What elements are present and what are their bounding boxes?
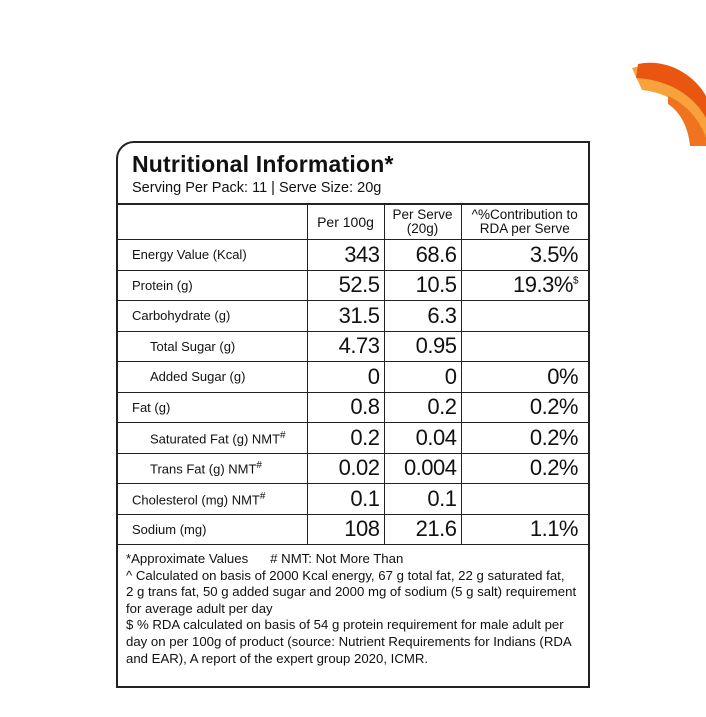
footnote-nmt: # NMT: Not More Than — [270, 551, 404, 566]
footnote-legend — [126, 551, 588, 568]
nutrient-label: Sodium (mg) — [118, 514, 307, 545]
value-per-100g: 0.8 — [307, 392, 384, 423]
table-row — [118, 270, 588, 301]
value-per-serve: 0.004 — [384, 453, 461, 484]
table-row — [118, 331, 588, 362]
value-per-100g: 52.5 — [307, 270, 384, 301]
value-per-100g: 0.1 — [307, 484, 384, 515]
table-row — [118, 484, 588, 515]
value-per-100g: 31.5 — [307, 301, 384, 332]
nutrition-panel — [116, 141, 590, 688]
header-per-100g: Per 100g — [307, 205, 384, 240]
table-row — [118, 362, 588, 393]
footnotes — [118, 545, 588, 667]
footnote-line: for average adult per day — [126, 600, 273, 616]
nutrient-label — [118, 484, 307, 515]
value-rda: 0% — [461, 362, 588, 393]
nutrient-label-text: Trans Fat (g) NMT — [150, 461, 257, 477]
header-per-serve — [384, 205, 461, 240]
value-rda: 0.2% — [461, 423, 588, 454]
nutrient-label-text: Cholesterol (mg) NMT — [132, 491, 260, 507]
nutrient-label: Carbohydrate (g) — [118, 301, 307, 332]
serving-info: Serving Per Pack: 11 | Serve Size: 20g — [132, 180, 382, 196]
panel-title: Nutritional Information* — [132, 151, 394, 177]
table-row — [118, 423, 588, 454]
value-rda — [461, 331, 588, 362]
value-per-serve: 6.3 — [384, 301, 461, 332]
value-per-serve: 0 — [384, 362, 461, 393]
table-header-row — [118, 205, 588, 240]
nutrient-label: Energy Value (Kcal) — [118, 240, 307, 271]
footnote-approx: *Approximate Values — [126, 551, 249, 566]
value-per-serve: 0.2 — [384, 392, 461, 423]
value-rda — [461, 301, 588, 332]
nutrient-label: Added Sugar (g) — [118, 362, 307, 393]
table-row — [118, 240, 588, 271]
value-per-serve: 10.5 — [384, 270, 461, 301]
value-per-100g: 4.73 — [307, 331, 384, 362]
header-nutrient-blank — [118, 205, 307, 240]
nutrition-table — [118, 205, 588, 545]
value-per-100g: 0.2 — [307, 423, 384, 454]
dollar-footnote-mark: $ — [572, 275, 578, 287]
value-per-serve: 21.6 — [384, 514, 461, 545]
brand-swoosh-graphic — [628, 56, 706, 146]
hash-footnote-mark: # — [280, 429, 286, 441]
nutrient-label — [118, 423, 307, 454]
nutrient-label — [118, 453, 307, 484]
value-per-serve: 0.1 — [384, 484, 461, 515]
value-per-100g: 0 — [307, 362, 384, 393]
hash-footnote-mark: # — [256, 460, 262, 472]
value-rda — [461, 484, 588, 515]
header-rda-line1: ^%Contribution to — [471, 207, 578, 222]
value-rda-text: 19.3% — [513, 272, 573, 298]
table-row — [118, 392, 588, 423]
footnote-line: 2 g trans fat, 50 g added sugar and 2000 mg of sodium (5 g salt) requirement — [126, 584, 577, 600]
header-rda — [461, 205, 588, 240]
value-per-100g: 343 — [307, 240, 384, 271]
footnote-line: day on per 100g of product (source: Nutrient Requirements for Indians (RDA — [126, 633, 572, 649]
nutrient-label: Protein (g) — [118, 270, 307, 301]
value-per-serve: 0.95 — [384, 331, 461, 362]
value-per-serve: 68.6 — [384, 240, 461, 271]
footnote-line: and EAR), A report of the expert group 2020, ICMR. — [126, 650, 429, 666]
value-rda: 0.2% — [461, 453, 588, 484]
table-row — [118, 301, 588, 332]
footnote-line: ^ Calculated on basis of 2000 Kcal energy, 67 g total fat, 22 g saturated fat, — [126, 567, 565, 583]
value-rda: 0.2% — [461, 392, 588, 423]
header-per-serve-line2: (20g) — [406, 221, 439, 236]
nutrient-label: Fat (g) — [118, 392, 307, 423]
value-per-serve: 0.04 — [384, 423, 461, 454]
value-per-100g: 0.02 — [307, 453, 384, 484]
header-rda-line2: RDA per Serve — [479, 221, 570, 236]
value-rda: 3.5% — [461, 240, 588, 271]
hash-footnote-mark: # — [259, 490, 266, 502]
value-rda — [461, 270, 588, 301]
value-per-100g: 108 — [307, 514, 384, 545]
nutrient-label-text: Saturated Fat (g) NMT — [150, 430, 281, 446]
nutrient-label: Total Sugar (g) — [118, 331, 307, 362]
table-row — [118, 453, 588, 484]
header-per-serve-line1: Per Serve — [392, 207, 453, 222]
footnote-line: $ % RDA calculated on basis of 54 g protein requirement for male adult per — [126, 617, 564, 633]
value-rda: 1.1% — [461, 514, 588, 545]
panel-header — [118, 143, 588, 205]
table-row — [118, 514, 588, 545]
